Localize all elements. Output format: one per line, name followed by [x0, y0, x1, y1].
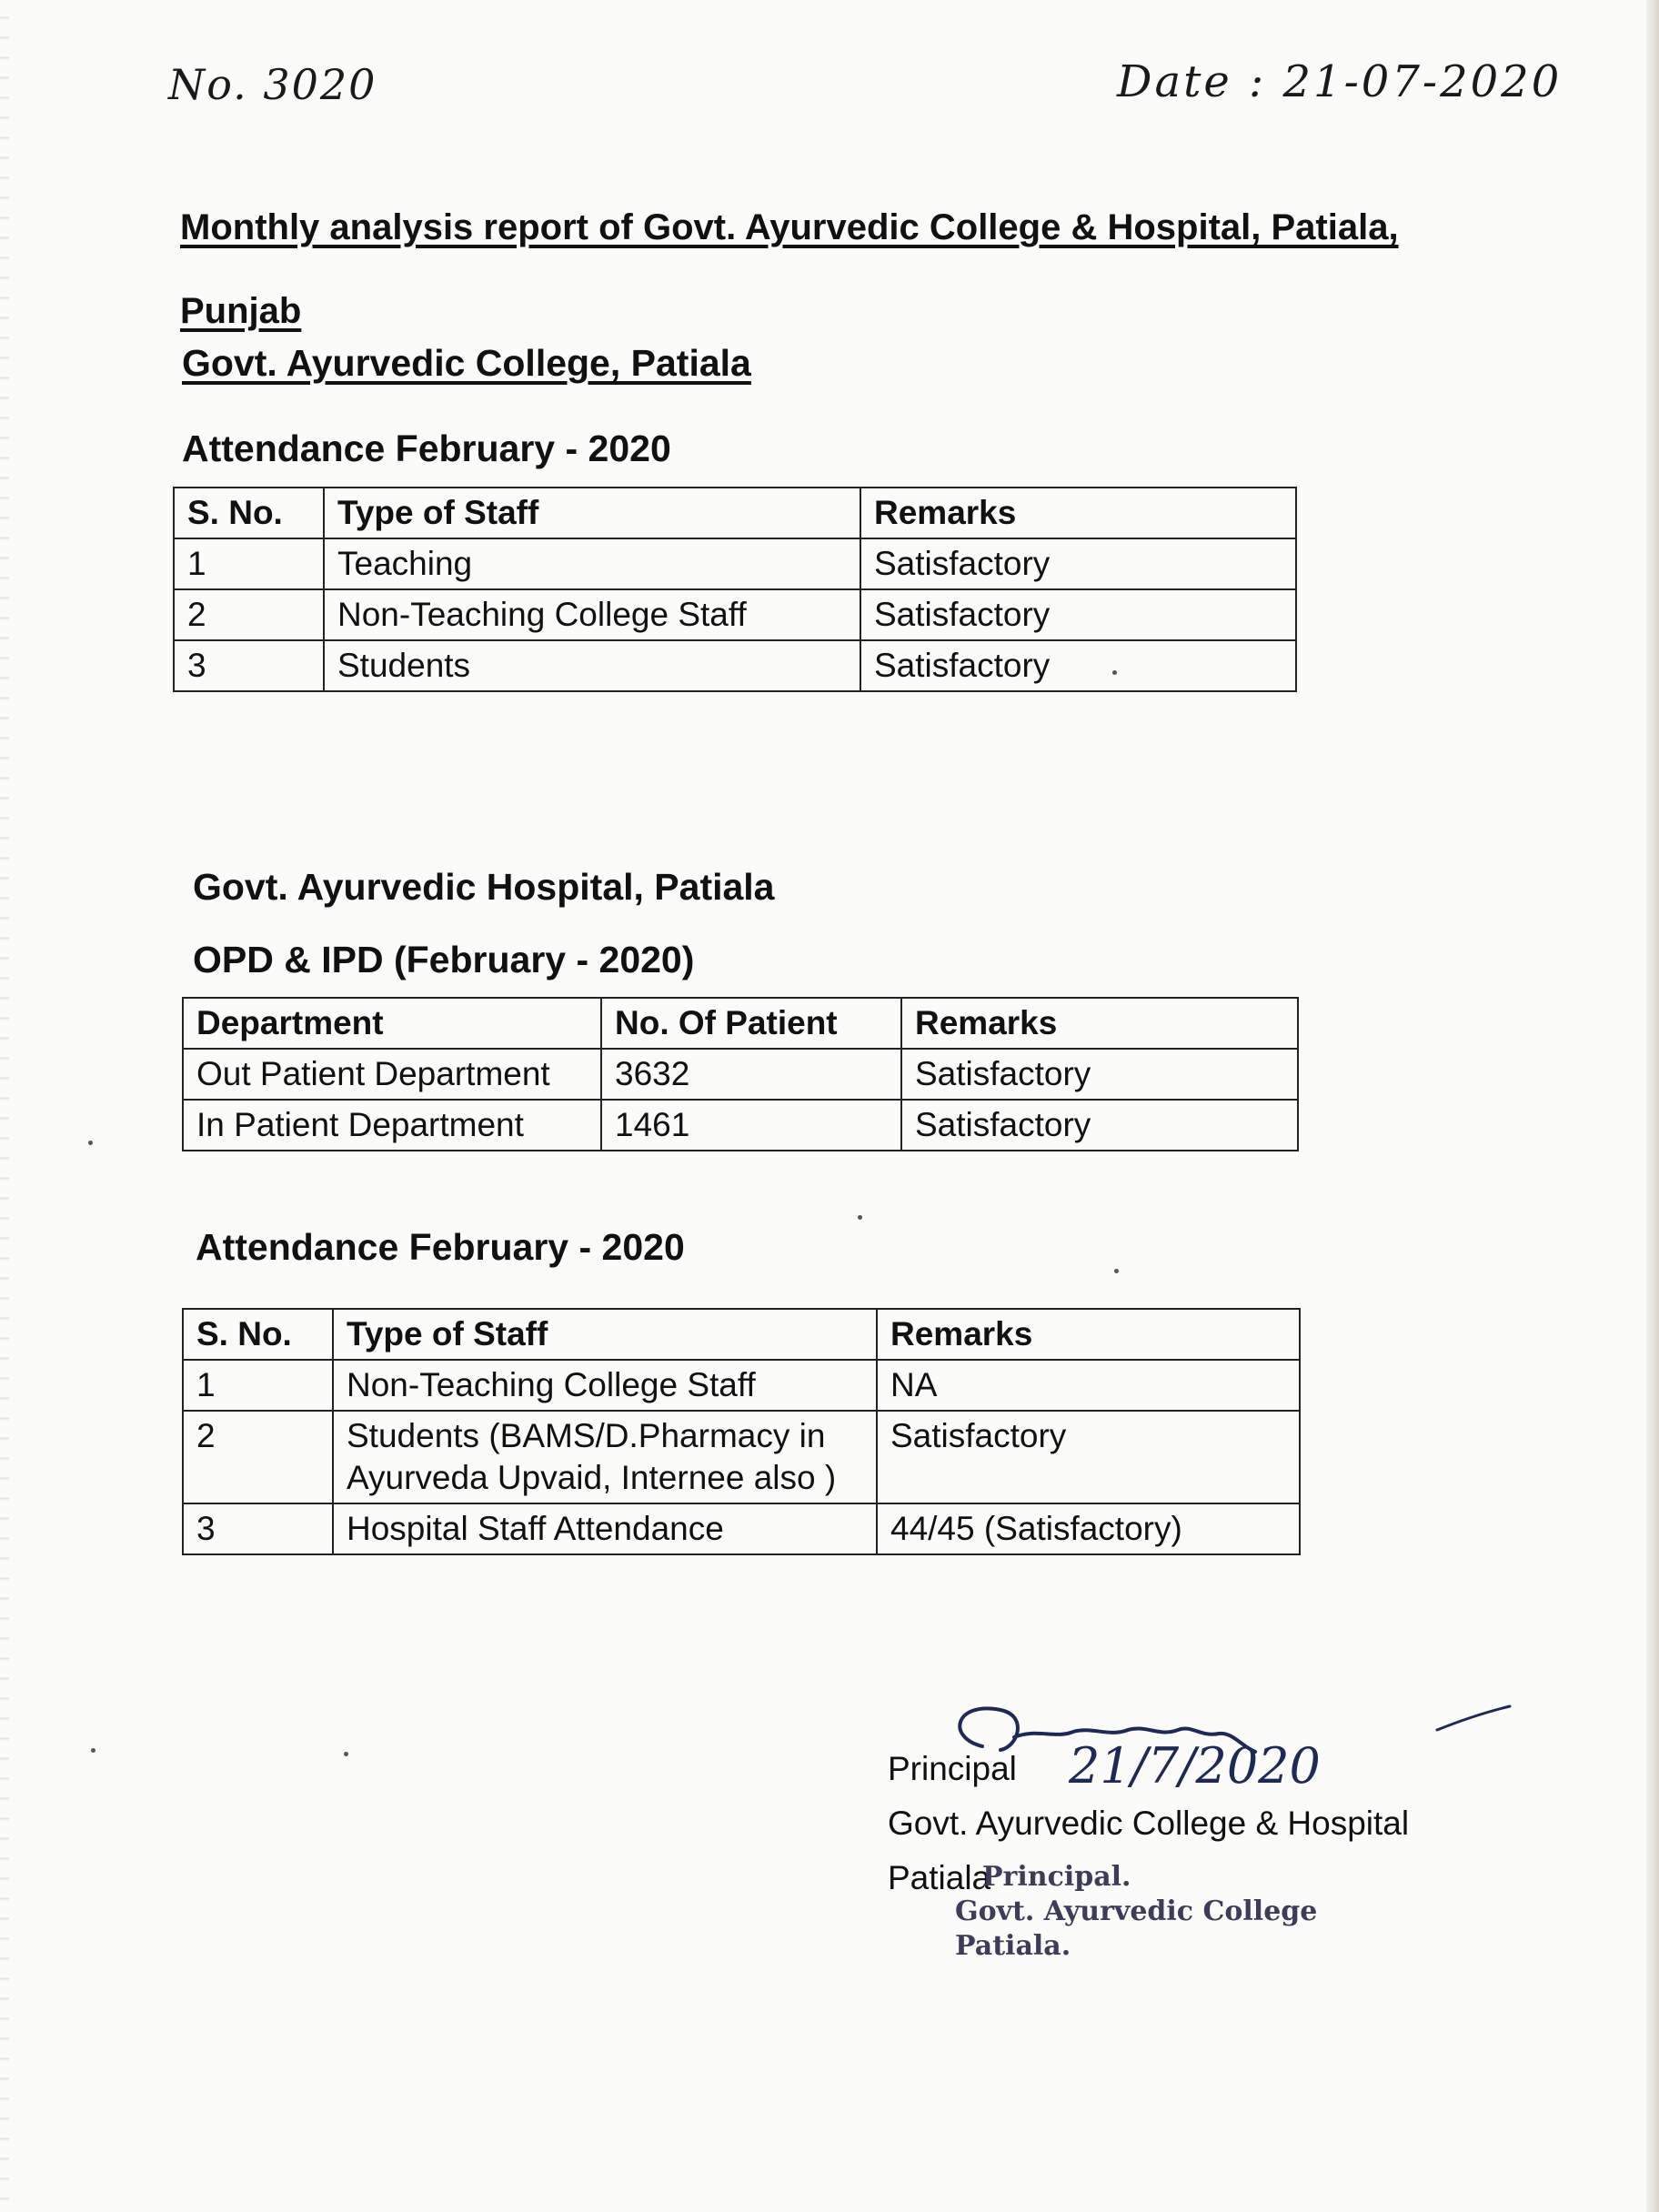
column-header: Type of Staff: [333, 1309, 877, 1360]
scan-speck: [344, 1752, 348, 1756]
table-cell: Out Patient Department: [183, 1049, 601, 1100]
column-header: Remarks: [901, 998, 1298, 1049]
table-cell: 3: [174, 640, 324, 691]
table-cell: Satisfactory: [860, 640, 1296, 691]
official-stamp: [955, 1860, 1317, 1964]
table-cell: Non-Teaching College Staff: [333, 1360, 877, 1411]
table-header-row: [183, 1309, 1300, 1360]
reference-date: Date : 21-07-2020: [1117, 56, 1563, 107]
table-cell: In Patient Department: [183, 1100, 601, 1151]
college-attendance-heading: Attendance February - 2020: [182, 427, 671, 469]
table-row: [174, 589, 1296, 640]
table-cell: Students (BAMS/D.Pharmacy in Ayurveda Upvaid, Internee also ): [333, 1411, 877, 1503]
table-cell: 1461: [601, 1100, 901, 1151]
column-header: Remarks: [877, 1309, 1300, 1360]
column-header: Type of Staff: [324, 488, 860, 538]
college-attendance-table: [173, 487, 1297, 692]
table-cell: 2: [183, 1411, 333, 1503]
hospital-attendance-heading: Attendance February - 2020: [196, 1226, 685, 1268]
table-cell: NA: [877, 1360, 1300, 1411]
scan-speck: [1112, 670, 1117, 675]
table-header-row: [174, 488, 1296, 538]
table-cell: 44/45 (Satisfactory): [877, 1503, 1300, 1554]
stamp-line: Patiala.: [955, 1930, 1071, 1962]
table-cell: Satisfactory: [877, 1411, 1300, 1503]
column-header: Remarks: [860, 488, 1296, 538]
scan-speck: [88, 1141, 93, 1145]
hospital-attendance-table: [182, 1308, 1301, 1555]
table-cell: Satisfactory: [860, 538, 1296, 589]
table-cell: Hospital Staff Attendance: [333, 1503, 877, 1554]
table-cell: 1: [183, 1360, 333, 1411]
table-cell: 1: [174, 538, 324, 589]
reference-number: No. 3020: [168, 60, 377, 109]
table-row: [174, 640, 1296, 691]
signature-date: 21/7/2020: [1069, 1737, 1321, 1795]
opd-ipd-table: [182, 997, 1299, 1151]
signatory-institution: Govt. Ayurvedic College & Hospital: [888, 1805, 1410, 1842]
signatory-designation: Principal: [888, 1750, 1017, 1787]
scan-right-edge: [1646, 0, 1659, 2212]
table-row: [183, 1360, 1300, 1411]
table-header-row: [183, 998, 1298, 1049]
table-cell: 3632: [601, 1049, 901, 1100]
hospital-heading: Govt. Ayurvedic Hospital, Patiala: [193, 866, 775, 908]
college-heading: Govt. Ayurvedic College, Patiala: [182, 342, 751, 384]
table-cell: 3: [183, 1503, 333, 1554]
table-row: [183, 1100, 1298, 1151]
table-cell: Teaching: [324, 538, 860, 589]
table-row: [183, 1411, 1300, 1503]
column-header: S. No.: [174, 488, 324, 538]
stamp-line: Govt. Ayurvedic College: [955, 1895, 1318, 1927]
scan-speck: [91, 1748, 96, 1753]
scan-speck: [858, 1215, 862, 1220]
scan-speck: [1114, 1269, 1119, 1273]
opd-ipd-heading: OPD & IPD (February - 2020): [193, 939, 695, 980]
scan-left-edge: [0, 0, 9, 2212]
report-title: Monthly analysis report of Govt. Ayurvedic College & Hospital, Patiala, Punjab: [180, 207, 1399, 331]
column-header: Department: [183, 998, 601, 1049]
column-header: No. Of Patient: [601, 998, 901, 1049]
table-cell: Satisfactory: [860, 589, 1296, 640]
table-cell: 2: [174, 589, 324, 640]
signatory-city: Patiala: [888, 1859, 991, 1896]
table-row: [183, 1049, 1298, 1100]
table-cell: Non-Teaching College Staff: [324, 589, 860, 640]
table-row: [183, 1503, 1300, 1554]
table-cell: Satisfactory: [901, 1100, 1298, 1151]
table-row: [174, 538, 1296, 589]
table-cell: Students: [324, 640, 860, 691]
stamp-line: Principal.: [982, 1861, 1131, 1893]
column-header: S. No.: [183, 1309, 333, 1360]
table-cell: Satisfactory: [901, 1049, 1298, 1100]
